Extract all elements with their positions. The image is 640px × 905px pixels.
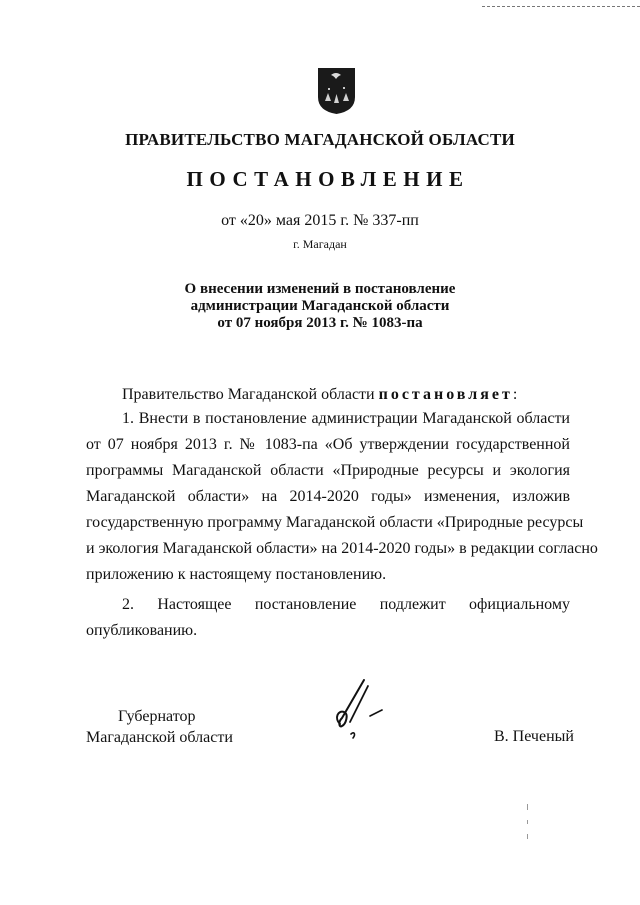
paragraph-1-line: 1. Внести в постановление администрации Магаданской области (122, 410, 570, 427)
signatory-title (86, 706, 233, 748)
signatory-title-line: Губернатор (118, 708, 196, 725)
intro-emphasis: постановляет (378, 386, 513, 403)
paragraph-1-line: и экология Магаданской области» на 2014-2020 годы» в редакции согласно (86, 540, 598, 557)
signatory-title-line: Магаданской области (86, 729, 233, 746)
date-and-number: от «20» мая 2015 г. № 337-пп (221, 212, 419, 229)
government-name: ПРАВИТЕЛЬСТВО МАГАДАНСКОЙ ОБЛАСТИ (125, 130, 515, 149)
coat-of-arms-icon (317, 67, 356, 115)
paragraph-2-line: 2. Настоящее постановление подлежит официальному (122, 596, 570, 613)
margin-mark (527, 834, 528, 839)
handwritten-signature (330, 676, 386, 742)
paragraph-1-line: программы Магаданской области «Природные ресурсы и экология (86, 462, 570, 479)
document-type: ПОСТАНОВЛЕНИЕ (186, 167, 470, 191)
scan-edge-line (482, 6, 640, 7)
paragraph-1-line: государственную программу Магаданской области «Природные ресурсы (86, 514, 584, 531)
intro-paragraph (122, 382, 517, 408)
subject-line: О внесении изменений в постановление (184, 281, 456, 297)
paragraph-1-line: Магаданской области» на 2014-2020 годы» изменения, изложив (86, 488, 570, 505)
margin-mark (527, 804, 528, 810)
subject-line: администрации Магаданской области (190, 298, 450, 314)
signatory-name: В. Печеный (494, 728, 574, 745)
subject-line: от 07 ноября 2013 г. № 1083-па (217, 315, 423, 331)
city: г. Магадан (293, 237, 347, 251)
subject-heading (0, 281, 640, 332)
paragraph-1-line: от 07 ноября 2013 г. № 1083-па «Об утверждении государственной (86, 436, 570, 453)
margin-mark (527, 820, 528, 824)
intro-text: Правительство Магаданской области (122, 386, 375, 403)
paragraph-1-line: приложению к настоящему постановлению. (86, 566, 387, 583)
intro-colon: : (512, 386, 518, 403)
paragraph-2-line: опубликованию. (86, 622, 198, 639)
